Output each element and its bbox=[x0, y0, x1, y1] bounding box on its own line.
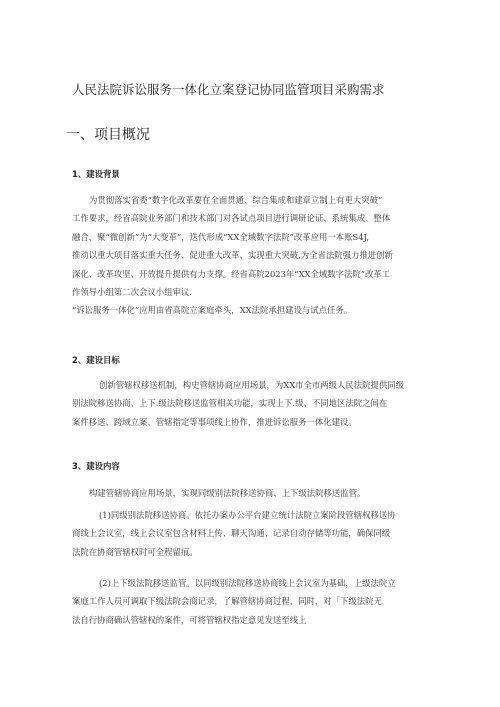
goals-paragraph bbox=[72, 376, 432, 431]
subsection-heading-content: 3、建设内容 bbox=[72, 461, 120, 471]
content-item-1 bbox=[72, 506, 432, 561]
text-line: 作领导小组第二次会议小组审议. bbox=[72, 287, 192, 298]
text-line: 案件移送、跨域立案、管辖指定等事项线上协作，推进诉讼服务一体化建设。 bbox=[72, 416, 357, 427]
text-line: 深化、改革攻坚、开放提升提供有力支撑。经省高院2023年“XX全域数字法院”改革工 bbox=[72, 268, 391, 279]
text-line: 创新管辖权移送机制，构史管辖协商应用场景，为XX市全市两级人民法院提供同级 bbox=[99, 380, 405, 390]
subsection-heading-background: 1、建设背景 bbox=[72, 169, 120, 179]
text-line: “诉讼服务一体化”应用由省高院立案庭牵头，XX法院承担建设与试点任务。 bbox=[72, 305, 353, 316]
text-line: 案庭工作人员可调取下级法院会商记录，了解管辖协商过程，同时，对「下级法院无 bbox=[72, 596, 382, 607]
text-line: 法院在协商管辖权时可全程留痕。 bbox=[72, 546, 198, 557]
text-line: 推动以重大项目落实重大任务、促进重大改革、实现重大突破,为全省法院强力推进创新 bbox=[72, 250, 393, 261]
content-intro bbox=[72, 484, 432, 502]
background-paragraph bbox=[72, 191, 432, 320]
text-line: 构建管辖协商应用场景，实现同级别法院移送协商、上下级法院移送监管。 bbox=[89, 488, 366, 498]
text-line: 别法院移送协商、上下.级法院移送监管相关功能，实现上下.级、不同地区法院之间在 bbox=[72, 398, 388, 409]
text-line: 法自行协商确认管辖权的案件，可将管辖权指定意见发送至线上 bbox=[72, 614, 307, 625]
text-line: (1)同级别法院移送协商。依托办案办公平台建立统计法院立案阶段管辖权移送协 bbox=[99, 510, 396, 520]
text-line: 为贯彻落实省委“数字化改革要在全面贯通、综合集成和建章立制上有更大突破” bbox=[89, 195, 383, 205]
section-heading-overview: 一、项目概况 bbox=[66, 127, 150, 143]
document-title: 人民法院诉讼服务一体化立案登记协同监管项目采购需求 bbox=[72, 82, 385, 97]
text-line: 商线上会议室，线上会议室包含材料上传、聊天沟通、记录自动存储等功能，确保同级 bbox=[72, 528, 391, 539]
text-line: 工作要求，经省高院业务部门和技术部门对各试点项目进行调研论证、系统集成、整体 bbox=[72, 213, 391, 224]
content-item-2 bbox=[72, 574, 432, 629]
text-line: (2)上下级法院移送监管。以同级别法院移送协商线上会议室为基础，上级法院立 bbox=[99, 578, 396, 588]
text-line: 融合，聚“微创新”为“大变革”，迭代形成“XX全域数字法院”改革应用一本账S4J, bbox=[72, 231, 370, 242]
subsection-heading-goals: 2、建设目标 bbox=[72, 355, 120, 365]
